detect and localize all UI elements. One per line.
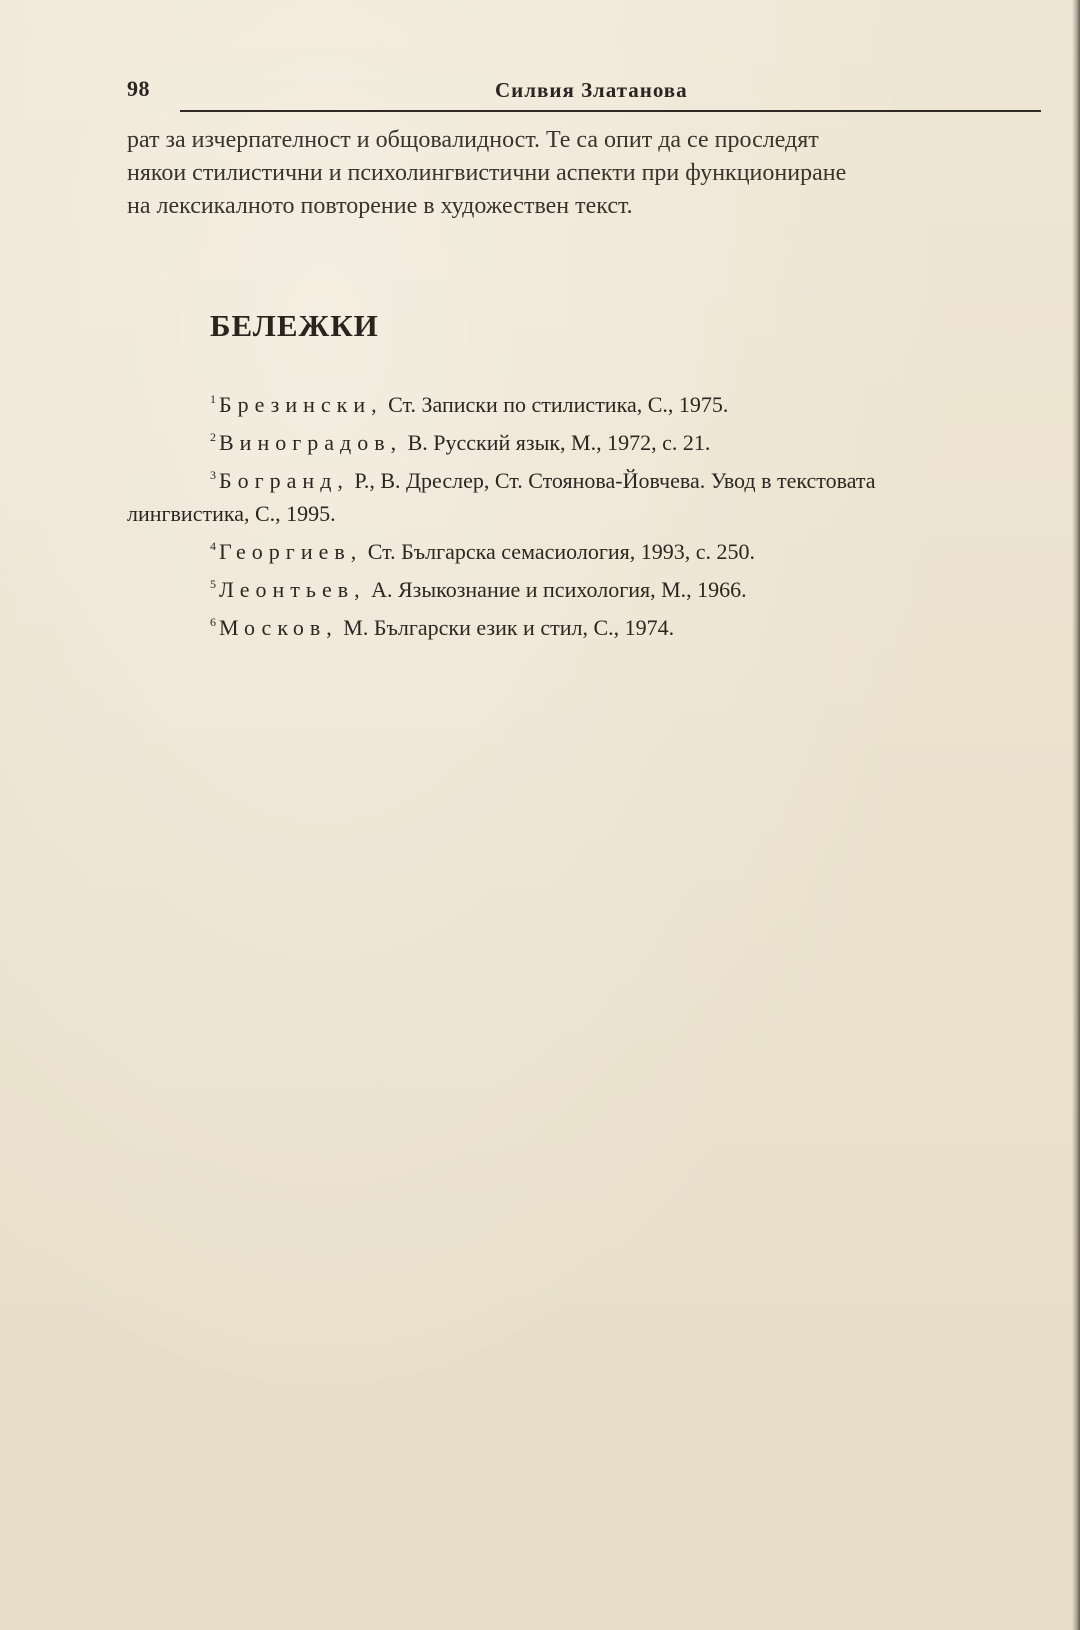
body-line: на лексикалното повторение в художествен текст. [127,193,633,219]
body-line: рат за изчерпателност и общовалидност. Те са опит да се проследят [127,127,819,153]
page-header [127,76,1041,108]
note-author: Георгиев, [219,539,363,564]
header-rule [180,110,1041,112]
note-item [127,530,1043,568]
note-author: Виноградов, [219,430,403,455]
note-item [127,459,1043,497]
note-number: 4 [210,539,216,553]
note-text: Ст. Записки по стилистика, С., 1975. [382,392,729,417]
note-number: 2 [210,430,216,444]
notes-list [127,383,1043,644]
note-author: Москов, [219,615,338,640]
note-item [127,421,1043,459]
page-number: 98 [127,76,150,101]
note-item [127,606,1043,644]
note-text: М. Български език и стил, С., 1974. [337,615,675,640]
body-paragraph [127,124,1043,223]
note-number: 5 [210,577,216,591]
note-text: Ст. Българска семасиология, 1993, с. 250. [362,539,756,564]
note-author: Богранд, [219,468,349,493]
note-text: А. Языкознание и психология, М., 1966. [365,577,747,602]
note-text: В. Русский язык, М., 1972, с. 21. [402,430,711,455]
note-number: 1 [210,392,216,406]
note-continuation: лингвистика, С., 1995. [127,501,336,526]
note-author: Леонтьев, [219,577,366,602]
note-item [127,568,1043,606]
body-line: някои стилистични и психолингвистични аспекти при функциониране [127,160,847,186]
note-number: 6 [210,615,216,629]
note-number: 3 [210,468,216,482]
page-edge-shadow [1072,0,1080,1630]
section-heading: БЕЛЕЖКИ [210,308,379,343]
note-text: Р., В. Дреслер, Ст. Стоянова-Йовчева. Увод в текстовата [348,468,876,493]
note-item [127,383,1043,421]
note-author: Брезински, [219,392,383,417]
running-head: Силвия Златанова [495,78,688,102]
